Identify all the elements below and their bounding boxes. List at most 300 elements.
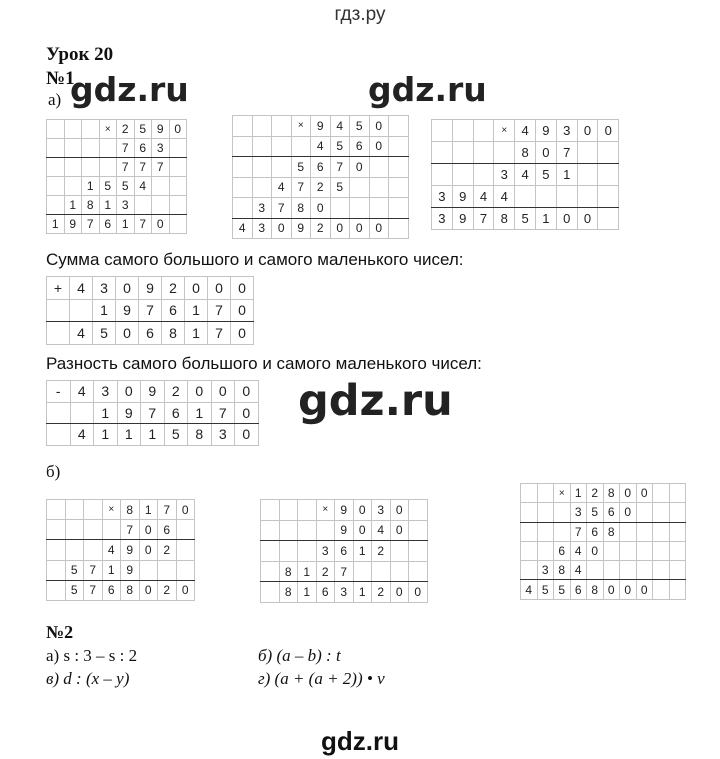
grid-cell: 9 [121, 560, 140, 580]
grid-cell: 0 [556, 208, 577, 230]
grid-cell [554, 503, 571, 522]
grid-cell: 2 [162, 277, 185, 300]
grid-cell: 0 [350, 218, 370, 239]
grid-cell: 6 [99, 215, 117, 234]
task2-number: №2 [46, 622, 74, 642]
grid-cell: 7 [134, 215, 152, 234]
grid-cell [47, 424, 71, 446]
grid-cell: 0 [117, 381, 141, 403]
grid-cell: + [47, 277, 70, 300]
grid-cell: 6 [587, 522, 604, 541]
grid-cell [82, 139, 100, 158]
watermark: gdz.ru [70, 70, 189, 109]
grid-cell: 4 [570, 561, 587, 580]
grid-cell [252, 136, 272, 157]
multiplication-grid-b2 [260, 499, 428, 603]
grid-cell: 7 [272, 198, 292, 219]
grid-cell [389, 177, 409, 198]
grid-cell: 7 [139, 299, 162, 322]
grid-cell: × [554, 484, 571, 503]
grid-cell [233, 198, 253, 219]
grid-cell: 9 [335, 520, 354, 541]
grid-cell: 7 [141, 402, 165, 424]
grid-cell [432, 164, 453, 186]
grid-cell [473, 164, 494, 186]
grid-cell [452, 164, 473, 186]
grid-cell [669, 503, 686, 522]
grid-cell [47, 560, 66, 580]
grid-cell: 0 [231, 277, 254, 300]
grid-cell [537, 541, 554, 560]
grid-cell [152, 177, 170, 196]
expression-v: в) d : (x – y) [46, 669, 130, 688]
site-header[interactable]: гдз.ру [334, 4, 386, 25]
grid-cell: 0 [116, 277, 139, 300]
grid-cell: 6 [554, 541, 571, 560]
grid-cell: × [494, 120, 515, 142]
grid-cell [669, 522, 686, 541]
grid-cell: 0 [603, 580, 620, 599]
sum-grid [46, 276, 254, 345]
grid-cell: 0 [409, 582, 428, 603]
grid-cell [291, 136, 311, 157]
grid-cell: 3 [570, 503, 587, 522]
grid-cell [169, 177, 187, 196]
grid-cell: 8 [554, 561, 571, 580]
grid-cell [620, 561, 637, 580]
grid-cell [636, 561, 653, 580]
grid-cell [603, 561, 620, 580]
grid-cell [316, 520, 335, 541]
grid-cell [369, 177, 389, 198]
grid-cell: 1 [102, 560, 121, 580]
grid-cell: 9 [121, 540, 140, 560]
grid-cell [653, 541, 670, 560]
grid-cell: 5 [65, 560, 84, 580]
grid-cell [653, 580, 670, 599]
grid-cell [537, 484, 554, 503]
grid-cell: 7 [158, 500, 177, 520]
grid-cell [636, 541, 653, 560]
grid-cell [47, 177, 65, 196]
grid-cell: 7 [84, 560, 103, 580]
grid-cell: 5 [515, 208, 536, 230]
grid-cell: 3 [432, 186, 453, 208]
grid-cell [70, 299, 93, 322]
grid-cell: 3 [252, 218, 272, 239]
grid-cell [409, 561, 428, 582]
grid-cell: 8 [603, 522, 620, 541]
grid-cell: 4 [272, 177, 292, 198]
grid-cell: 0 [390, 520, 409, 541]
grid-cell [537, 503, 554, 522]
grid-cell [261, 520, 280, 541]
part-a-label: а) [48, 90, 62, 109]
grid-cell [102, 520, 121, 540]
grid-cell: 7 [134, 158, 152, 177]
grid-cell: 0 [176, 500, 195, 520]
grid-cell: 1 [535, 208, 556, 230]
multiplication-grid-a2 [232, 115, 409, 239]
grid-cell: 8 [291, 198, 311, 219]
grid-cell [432, 120, 453, 142]
grid-cell: 2 [587, 484, 604, 503]
grid-cell [64, 139, 82, 158]
grid-cell: 0 [587, 541, 604, 560]
grid-cell [272, 136, 292, 157]
grid-cell: 0 [235, 381, 259, 403]
grid-cell: 7 [570, 522, 587, 541]
grid-cell: 1 [298, 582, 317, 603]
grid-cell: 3 [252, 198, 272, 219]
multiplication-grid-b1 [46, 499, 195, 601]
grid-cell: 2 [164, 381, 188, 403]
grid-cell [389, 198, 409, 219]
grid-cell [521, 503, 538, 522]
grid-cell: 9 [152, 120, 170, 139]
grid-cell: 6 [335, 541, 354, 562]
grid-cell: 1 [93, 299, 116, 322]
grid-cell [577, 142, 598, 164]
grid-cell [521, 561, 538, 580]
grid-cell: 4 [515, 164, 536, 186]
grid-cell: 9 [139, 277, 162, 300]
grid-cell [598, 164, 619, 186]
grid-cell [279, 541, 298, 562]
grid-cell: 9 [291, 218, 311, 239]
expression-g: г) (a + (a + 2)) • v [258, 669, 385, 688]
grid-cell [47, 580, 66, 600]
grid-cell: - [47, 381, 71, 403]
grid-cell [521, 522, 538, 541]
grid-cell [620, 541, 637, 560]
grid-cell: 1 [82, 177, 100, 196]
grid-cell [169, 139, 187, 158]
grid-cell: 1 [185, 322, 208, 345]
multiplication-grid-a1 [46, 119, 187, 234]
grid-cell: 4 [330, 116, 350, 137]
grid-cell [261, 582, 280, 603]
grid-cell: 0 [208, 277, 231, 300]
grid-cell: 8 [82, 196, 100, 215]
grid-cell: 0 [636, 580, 653, 599]
grid-cell: 0 [353, 520, 372, 541]
grid-cell: 0 [636, 484, 653, 503]
grid-cell: 9 [117, 402, 141, 424]
grid-cell: 6 [570, 580, 587, 599]
grid-cell [233, 157, 253, 178]
grid-cell [577, 186, 598, 208]
grid-cell: 7 [117, 158, 135, 177]
grid-cell [47, 322, 70, 345]
grid-cell [261, 561, 280, 582]
grid-cell: 2 [372, 582, 391, 603]
grid-cell: 7 [473, 208, 494, 230]
grid-cell [84, 540, 103, 560]
grid-cell: 5 [535, 164, 556, 186]
grid-cell: 0 [139, 540, 158, 560]
grid-cell: × [102, 500, 121, 520]
grid-cell [389, 218, 409, 239]
grid-cell: 0 [152, 215, 170, 234]
grid-cell: 3 [117, 196, 135, 215]
grid-cell [82, 158, 100, 177]
grid-cell: 1 [188, 402, 212, 424]
grid-cell: 0 [577, 208, 598, 230]
part-b-label: б) [46, 462, 61, 481]
grid-cell [669, 541, 686, 560]
grid-cell [272, 116, 292, 137]
grid-cell: 5 [330, 177, 350, 198]
difference-caption: Разность самого большого и самого маленького чисел: [46, 354, 482, 373]
grid-cell [47, 196, 65, 215]
grid-cell [669, 580, 686, 599]
grid-cell [279, 520, 298, 541]
grid-cell: 4 [70, 277, 93, 300]
grid-cell: 0 [139, 520, 158, 540]
grid-cell [389, 157, 409, 178]
grid-cell: 3 [432, 208, 453, 230]
grid-cell: 0 [598, 120, 619, 142]
grid-cell [233, 116, 253, 137]
grid-cell [261, 541, 280, 562]
grid-cell [598, 142, 619, 164]
grid-cell [598, 208, 619, 230]
grid-cell: 0 [350, 157, 370, 178]
grid-cell [99, 139, 117, 158]
grid-cell [47, 139, 65, 158]
grid-cell: 6 [102, 580, 121, 600]
grid-cell [369, 157, 389, 178]
grid-cell: 0 [369, 136, 389, 157]
grid-cell: 7 [211, 402, 235, 424]
grid-cell: 0 [620, 580, 637, 599]
grid-cell: 8 [494, 208, 515, 230]
grid-cell: 4 [494, 186, 515, 208]
grid-cell: 3 [372, 500, 391, 521]
grid-cell: 7 [335, 561, 354, 582]
grid-cell: 9 [116, 299, 139, 322]
grid-cell [372, 561, 391, 582]
grid-cell: 5 [164, 424, 188, 446]
grid-cell: 9 [335, 500, 354, 521]
grid-cell [390, 541, 409, 562]
grid-cell: 1 [117, 424, 141, 446]
grid-cell [653, 503, 670, 522]
grid-cell [535, 186, 556, 208]
grid-cell [99, 158, 117, 177]
grid-cell: × [99, 120, 117, 139]
grid-cell: 6 [139, 322, 162, 345]
grid-cell [176, 520, 195, 540]
grid-cell: 1 [139, 500, 158, 520]
grid-cell: 1 [185, 299, 208, 322]
grid-cell [537, 522, 554, 541]
grid-cell [47, 402, 71, 424]
difference-grid [46, 380, 259, 446]
grid-cell: 7 [208, 322, 231, 345]
grid-cell [350, 198, 370, 219]
grid-cell: 8 [515, 142, 536, 164]
grid-cell [169, 215, 187, 234]
grid-cell: 9 [311, 116, 331, 137]
grid-cell [252, 177, 272, 198]
grid-cell [556, 186, 577, 208]
grid-cell [473, 142, 494, 164]
grid-cell [47, 520, 66, 540]
grid-cell [521, 484, 538, 503]
grid-cell [350, 177, 370, 198]
grid-cell: 3 [152, 139, 170, 158]
grid-cell [169, 196, 187, 215]
grid-cell: 2 [117, 120, 135, 139]
grid-cell [272, 157, 292, 178]
grid-cell: 8 [587, 580, 604, 599]
grid-cell [353, 561, 372, 582]
grid-cell [47, 500, 66, 520]
grid-cell [64, 177, 82, 196]
grid-cell: 2 [311, 177, 331, 198]
grid-cell: 2 [158, 580, 177, 600]
grid-cell: 1 [141, 424, 165, 446]
grid-cell: 0 [353, 500, 372, 521]
grid-cell: 2 [311, 218, 331, 239]
grid-cell: 5 [99, 177, 117, 196]
grid-cell [409, 520, 428, 541]
grid-cell: 5 [93, 322, 116, 345]
grid-cell: 7 [291, 177, 311, 198]
grid-cell: 4 [473, 186, 494, 208]
grid-cell [64, 158, 82, 177]
grid-cell: 9 [535, 120, 556, 142]
grid-cell: 4 [70, 322, 93, 345]
grid-cell: 4 [515, 120, 536, 142]
grid-cell: 4 [134, 177, 152, 196]
grid-cell: 6 [162, 299, 185, 322]
grid-cell: 0 [620, 484, 637, 503]
grid-cell: 3 [494, 164, 515, 186]
grid-cell: 8 [279, 582, 298, 603]
grid-cell [176, 560, 195, 580]
grid-cell [261, 500, 280, 521]
grid-cell: 0 [330, 218, 350, 239]
grid-cell: 6 [158, 520, 177, 540]
grid-cell: 7 [556, 142, 577, 164]
grid-cell: 1 [353, 582, 372, 603]
grid-cell: 5 [554, 580, 571, 599]
grid-cell [47, 158, 65, 177]
grid-cell: 0 [577, 120, 598, 142]
grid-cell [598, 186, 619, 208]
grid-cell: 7 [152, 158, 170, 177]
grid-cell: 3 [335, 582, 354, 603]
grid-cell: 1 [47, 215, 65, 234]
grid-cell: 5 [330, 136, 350, 157]
grid-cell: 0 [235, 424, 259, 446]
task1-number: №1 [46, 68, 75, 89]
grid-cell: 1 [94, 402, 118, 424]
grid-cell: × [291, 116, 311, 137]
grid-cell: 3 [93, 277, 116, 300]
grid-cell: 3 [94, 381, 118, 403]
grid-cell: 3 [537, 561, 554, 580]
grid-cell [432, 142, 453, 164]
grid-cell: 1 [99, 196, 117, 215]
grid-cell: 2 [316, 561, 335, 582]
grid-cell: 2 [372, 541, 391, 562]
grid-cell [653, 561, 670, 580]
grid-cell: 7 [82, 215, 100, 234]
grid-cell: 8 [162, 322, 185, 345]
grid-cell [158, 560, 177, 580]
grid-cell [233, 136, 253, 157]
grid-cell: 3 [316, 541, 335, 562]
grid-cell: 8 [603, 484, 620, 503]
grid-cell: 5 [117, 177, 135, 196]
grid-cell: 8 [279, 561, 298, 582]
grid-cell: 2 [158, 540, 177, 560]
grid-cell: 0 [272, 218, 292, 239]
grid-cell [494, 142, 515, 164]
grid-cell: 4 [102, 540, 121, 560]
grid-cell [669, 561, 686, 580]
grid-cell: 7 [121, 520, 140, 540]
grid-cell [515, 186, 536, 208]
grid-cell [409, 500, 428, 521]
grid-cell [620, 522, 637, 541]
grid-cell [298, 541, 317, 562]
grid-cell: 7 [84, 580, 103, 600]
grid-cell: 0 [535, 142, 556, 164]
grid-cell: 0 [390, 500, 409, 521]
grid-cell: 0 [188, 381, 212, 403]
grid-cell: 0 [231, 299, 254, 322]
grid-cell: 3 [211, 424, 235, 446]
grid-cell: 5 [134, 120, 152, 139]
grid-cell [233, 177, 253, 198]
grid-cell: 1 [94, 424, 118, 446]
grid-cell [65, 540, 84, 560]
grid-cell [84, 500, 103, 520]
grid-cell: 5 [350, 116, 370, 137]
grid-cell [452, 142, 473, 164]
grid-cell [47, 540, 66, 560]
site-footer[interactable]: gdz.ru [321, 726, 399, 756]
grid-cell [84, 520, 103, 540]
lesson-title: Урок 20 [46, 44, 114, 65]
grid-cell: × [316, 500, 335, 521]
grid-cell: 0 [185, 277, 208, 300]
grid-cell: 9 [452, 208, 473, 230]
grid-cell: 0 [176, 580, 195, 600]
grid-cell [152, 196, 170, 215]
grid-cell [65, 500, 84, 520]
grid-cell [636, 522, 653, 541]
grid-cell: 6 [311, 157, 331, 178]
grid-cell [603, 541, 620, 560]
grid-cell [452, 120, 473, 142]
grid-cell: 6 [316, 582, 335, 603]
grid-cell: 0 [169, 120, 187, 139]
grid-cell: 8 [121, 500, 140, 520]
grid-cell: 4 [233, 218, 253, 239]
grid-cell: 1 [298, 561, 317, 582]
grid-cell: 4 [570, 541, 587, 560]
grid-cell: 4 [372, 520, 391, 541]
grid-cell [169, 158, 187, 177]
grid-cell [139, 560, 158, 580]
grid-cell: 0 [311, 198, 331, 219]
